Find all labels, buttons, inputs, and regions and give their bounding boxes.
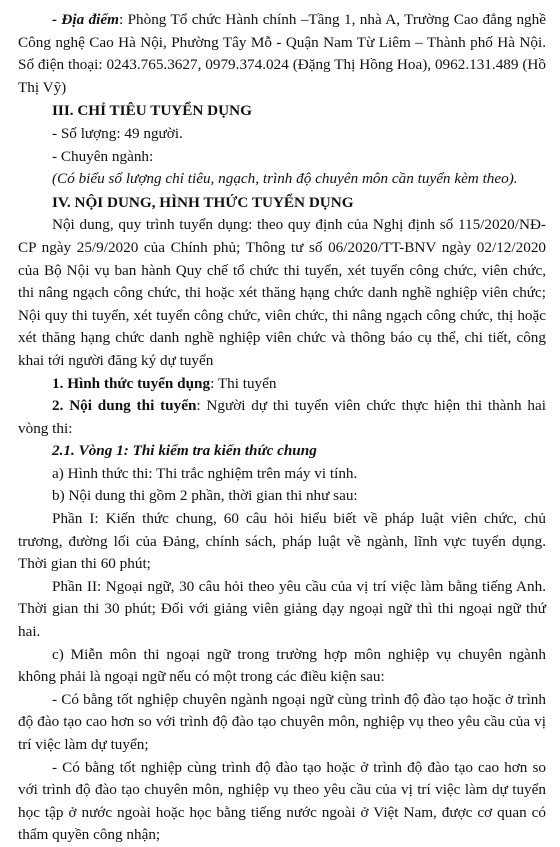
section3-major: - Chuyên ngành:	[52, 147, 154, 165]
condition-1: - Có bằng tốt nghiệp chuyên ngành ngoại ngữ cùng trình độ đào tạo hoặc ở trình độ đào tạo cao hơn so với trình độ đào tạo chuyên môn, nghiệp vụ theo yêu cầu của vị trí việc làm dự tuyển;	[18, 690, 546, 753]
part1-paragraph: Phần I: Kiến thức chung, 60 câu hỏi hiểu biết về pháp luật viên chức, chủ trương, đường lối của Đảng, chính sách, pháp luật về ngành, lĩnh vực tuyển dụng. Thời gian thi 60 phút;	[18, 510, 546, 573]
item-c: c) Miễn môn thi ngoại ngữ trong trường hợp môn nghiệp vụ chuyên ngành không phải là ngoại ngữ nếu có một trong các điều kiện sau:	[18, 645, 546, 686]
section3-heading: III. CHỈ TIÊU TUYỂN DỤNG	[52, 102, 252, 120]
item-a: a) Hình thức thi: Thi trắc nghiệm trên máy vi tính.	[52, 464, 358, 482]
section3-note: (Có biểu số lượng chỉ tiêu, ngạch, trình độ chuyên môn cần tuyển kèm theo).	[52, 170, 518, 188]
form-paragraph	[18, 373, 546, 396]
form-label: 1. Hình thức tuyển dụng	[52, 374, 211, 392]
section4-heading: IV. NỘI DUNG, HÌNH THỨC TUYỂN DỤNG	[52, 193, 354, 211]
location-text: : Phòng Tổ chức Hành chính –Tầng 1, nhà A, Trường Cao đẳng nghề Công nghệ Cao Hà Nội, Phường Tây Mỗ - Quận Nam Từ Liêm – Thành phố Hà Nội. Số điện thoại: 0243.765.3627, 0979.374.024 (Đặng Thị Hồng Hoa), 0962.131.489 (Hồ Thị Vỹ)	[18, 11, 546, 96]
content-paragraph	[18, 395, 546, 440]
section4-intro: Nội dung, quy trình tuyển dụng: theo quy định của Nghị định số 115/2020/NĐ-CP ngày 25/9/2020 của Chính phủ; Thông tư số 06/2020/TT-BNV ngày 02/12/2020 của Bộ Nội vụ ban hành Quy chế tổ chức thi tuyển, xét tuyển công chức, viên chức, thi nâng ngạch công chức, thi hoặc xét thăng hạng chức danh nghề nghiệp viên chức; Nội quy thi tuyển, xét tuyển công chức, viên chức, thi nâng ngạch công chức, thị hoặc xét thăng hạng chức danh nghề nghiệp viên chức và thông báo cụ thể, chi tiết, công khai tới người đăng ký dự tuyển	[18, 216, 546, 369]
content-text: : Người dự thi tuyển viên chức thực hiện thi thành hai vòng thi:	[18, 397, 546, 437]
condition-2: - Có bằng tốt nghiệp cùng trình độ đào tạo hoặc ở trình độ đào tạo cao hơn so với trình độ đào tạo chuyên môn, nghiệp vụ theo yêu cầu của vị trí việc làm dự tuyển học tập ở nước ngoài hoặc học bằng tiếng nước ngoài ở Việt Nam, được cơ quan có thẩm quyền công nhận;	[18, 758, 546, 844]
location-label: - Địa điểm	[52, 11, 119, 28]
location-paragraph	[18, 9, 546, 99]
content-label: 2. Nội dung thi tuyển	[52, 397, 197, 415]
round1-heading: 2.1. Vòng 1: Thi kiểm tra kiến thức chung	[52, 442, 317, 460]
section3-quantity: - Số lượng: 49 người.	[52, 124, 183, 142]
item-b: b) Nội dung thi gồm 2 phần, thời gian thi như sau:	[52, 487, 358, 505]
part2-paragraph: Phần II: Ngoại ngữ, 30 câu hỏi theo yêu cầu của vị trí việc làm bằng tiếng Anh. Thời gian thi 30 phút; Đối với giảng viên giảng dạy ngoại ngữ thì thi ngoại ngữ thứ hai.	[18, 577, 546, 641]
form-text: : Thi tuyển	[210, 374, 277, 392]
